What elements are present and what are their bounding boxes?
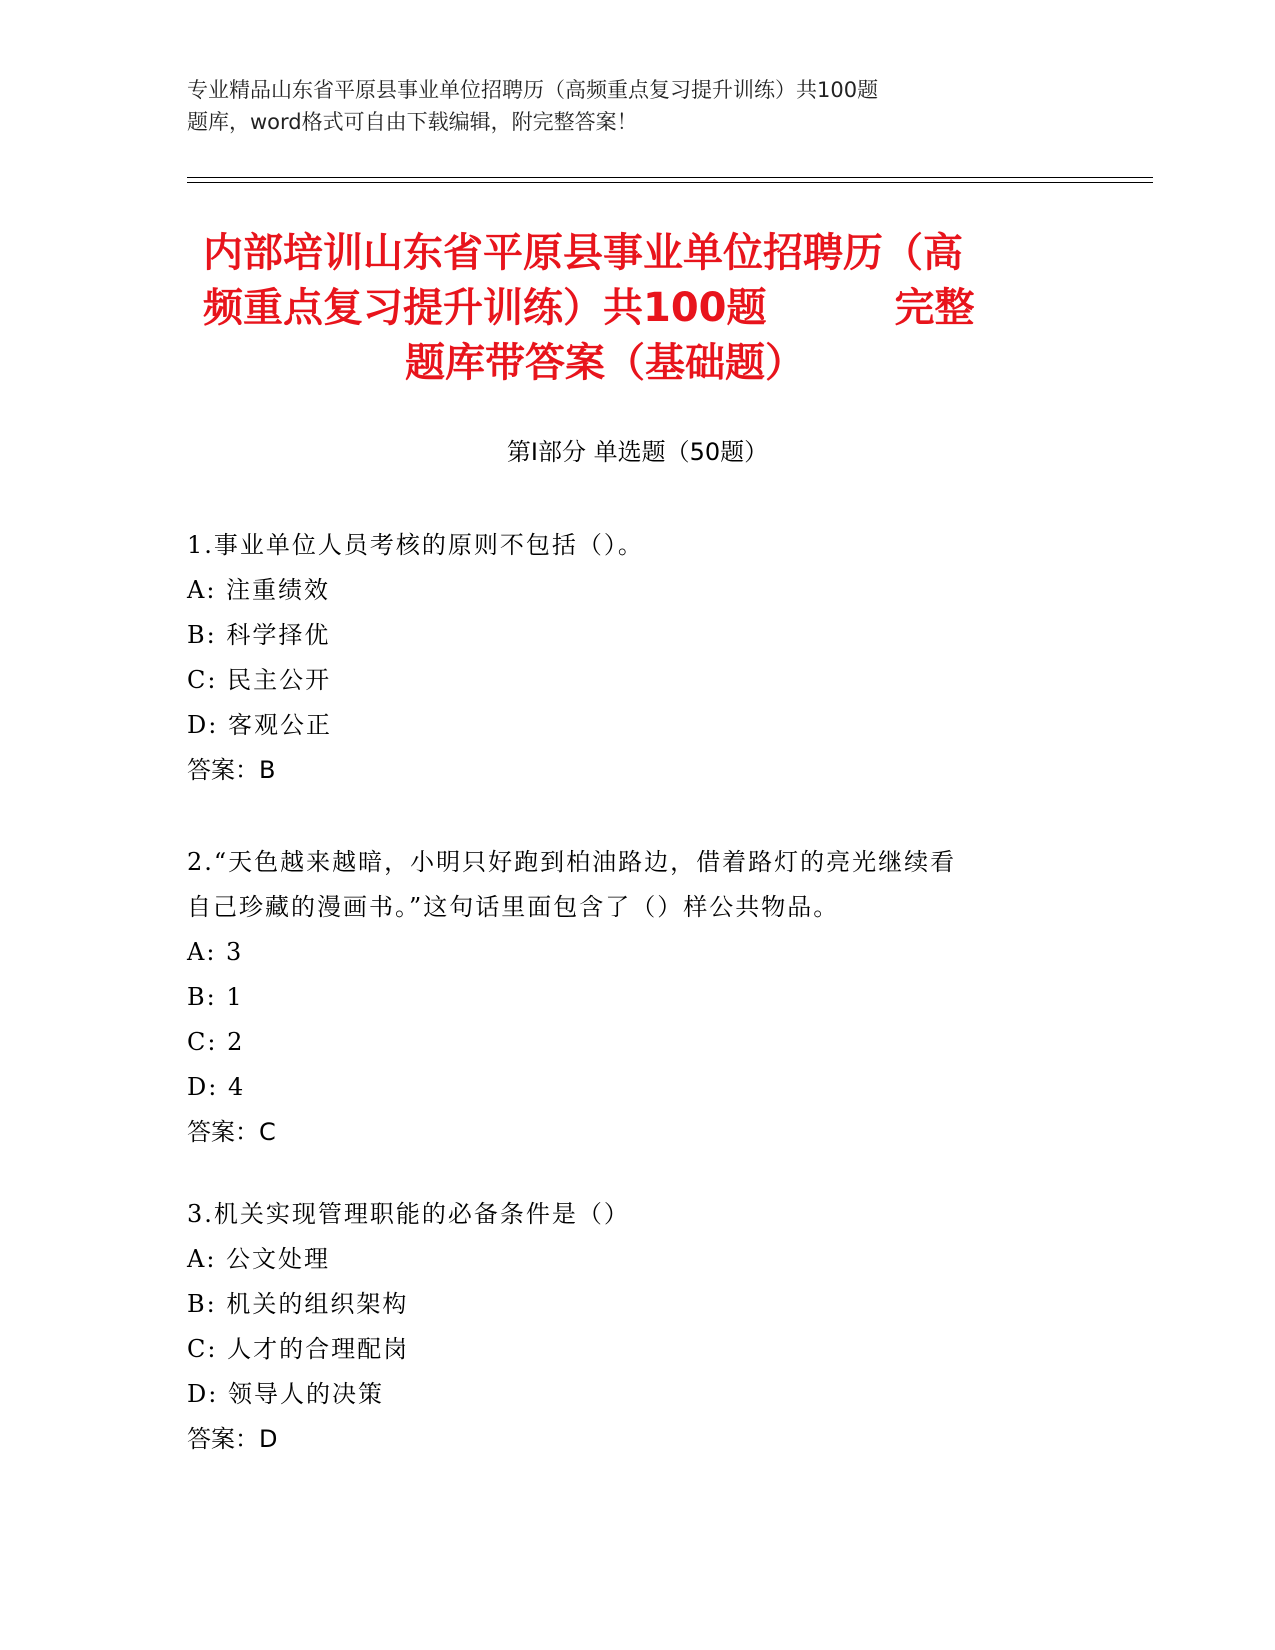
header-line-1: 专业精品山东省平原县事业单位招聘历（高频重点复习提升训练）共100题 <box>187 78 879 102</box>
option-c: C: 2 <box>187 1028 245 1056</box>
option-c: C: 民主公开 <box>187 666 332 694</box>
header-divider-bottom <box>187 182 1153 183</box>
option-a: A: 注重绩效 <box>187 576 331 604</box>
option-d: D: 领导人的决策 <box>187 1380 384 1408</box>
option-b: B: 科学择优 <box>187 621 331 649</box>
title-line-1: 内部培训山东省平原县事业单位招聘历（高 <box>203 230 963 276</box>
answer: 答案：C <box>187 1118 276 1146</box>
header-line-2: 题库，word格式可自由下载编辑，附完整答案！ <box>187 110 638 134</box>
section-title: 第Ⅰ部分 单选题（50题） <box>506 438 769 466</box>
title-line-3: 题库带答案（基础题） <box>405 340 805 386</box>
question-1 <box>187 523 1087 793</box>
question-3 <box>187 1192 1087 1462</box>
question-2 <box>187 840 1087 1155</box>
document-title <box>187 226 1087 391</box>
question-stem: 1.事业单位人员考核的原则不包括（）。 <box>187 531 644 559</box>
title-line-2 <box>187 281 1087 336</box>
option-d: D: 4 <box>187 1073 246 1101</box>
question-stem: 3.机关实现管理职能的必备条件是（） <box>187 1200 630 1228</box>
question-stem-continued: 自己珍藏的漫画书。”这句话里面包含了（）样公共物品。 <box>187 893 840 921</box>
answer: 答案：B <box>187 756 276 784</box>
option-b: B: 1 <box>187 983 244 1011</box>
answer: 答案：D <box>187 1425 278 1453</box>
option-a: A: 公文处理 <box>187 1245 331 1273</box>
question-stem: 2.“天色越来越暗，小明只好跑到柏油路边，借着路灯的亮光继续看 <box>187 848 957 876</box>
title-line-2-part-a: 频重点复习提升训练）共100题 <box>203 285 767 331</box>
title-line-2-part-b: 完整 <box>894 285 975 331</box>
header-text <box>187 74 1047 138</box>
option-c: C: 人才的合理配岗 <box>187 1335 410 1363</box>
header-divider-top <box>187 177 1153 178</box>
option-a: A: 3 <box>187 938 244 966</box>
option-d: D: 客观公正 <box>187 711 332 739</box>
option-b: B: 机关的组织架构 <box>187 1290 409 1318</box>
